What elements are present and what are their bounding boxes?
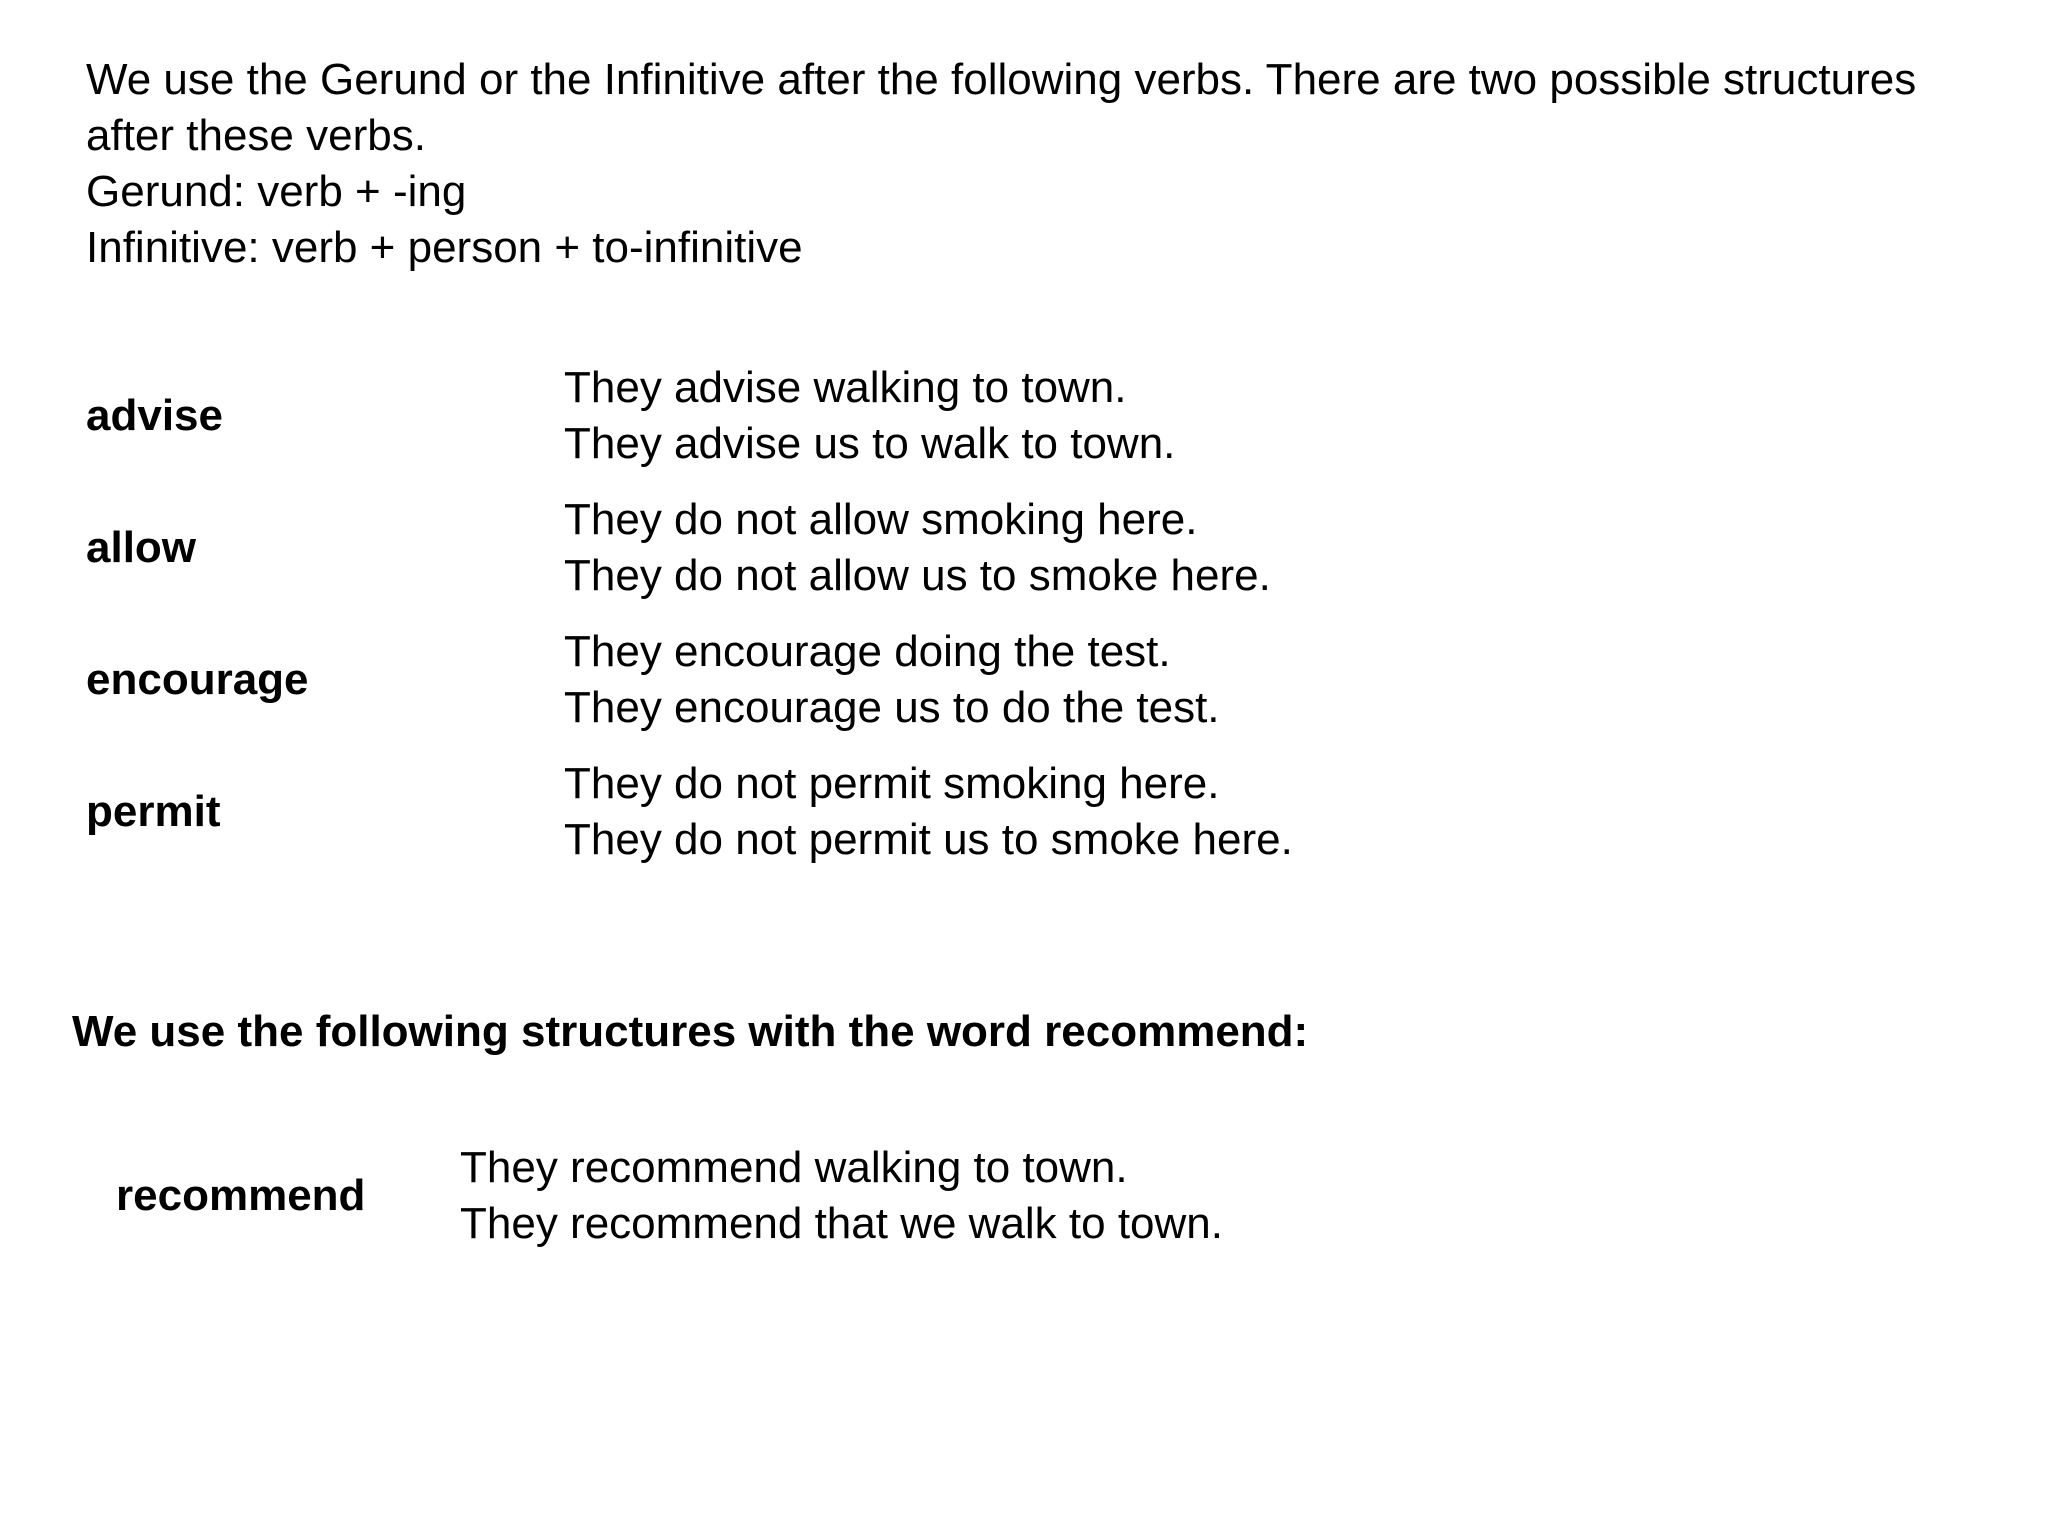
verb-label: allow — [86, 523, 197, 572]
gerund-example: They do not permit smoking here. — [564, 759, 1220, 808]
that-clause-example: They recommend that we walk to town. — [460, 1199, 1223, 1248]
table-row — [86, 614, 1293, 746]
gerund-example: They encourage doing the test. — [564, 627, 1171, 676]
verb-label: advise — [86, 391, 223, 440]
infinitive-definition: Infinitive: verb + person + to-infinitive — [86, 223, 803, 272]
intro-text — [86, 52, 1946, 276]
recommend-row — [116, 1140, 1223, 1252]
infinitive-example: They encourage us to do the test. — [564, 683, 1220, 732]
table-row — [86, 482, 1293, 614]
examples-cell — [564, 614, 1293, 746]
verb-label: recommend — [116, 1171, 366, 1220]
table-row — [86, 746, 1293, 878]
table-row — [86, 350, 1293, 482]
examples-cell — [564, 746, 1293, 878]
gerund-definition: Gerund: verb + -ing — [86, 167, 467, 216]
recommend-heading: We use the following structures with the word recommend: — [72, 1007, 1309, 1056]
infinitive-example: They do not allow us to smoke here. — [564, 551, 1271, 600]
examples-cell — [564, 350, 1293, 482]
infinitive-example: They advise us to walk to town. — [564, 419, 1176, 468]
verb-label: permit — [86, 787, 221, 836]
examples-cell — [564, 482, 1293, 614]
verb-label: encourage — [86, 655, 309, 704]
gerund-example: They recommend walking to town. — [460, 1143, 1128, 1192]
intro-paragraph: We use the Gerund or the Infinitive after the following verbs. There are two possible structures after these verbs. — [86, 55, 1917, 160]
gerund-example: They advise walking to town. — [564, 363, 1127, 412]
infinitive-example: They do not permit us to smoke here. — [564, 815, 1293, 864]
gerund-example: They do not allow smoking here. — [564, 495, 1198, 544]
examples-cell — [460, 1140, 1223, 1252]
verb-examples-table — [86, 350, 1293, 878]
